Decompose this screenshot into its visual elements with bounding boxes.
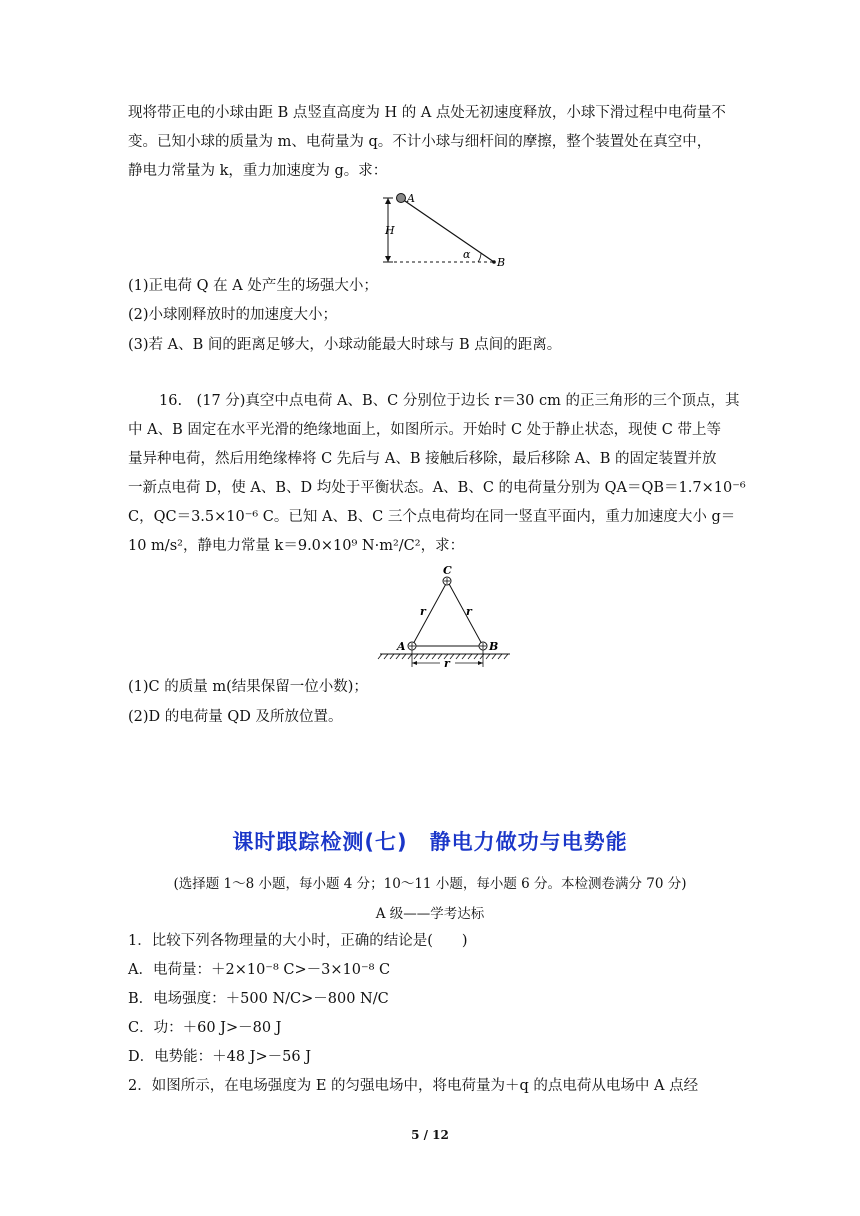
p15-question-3: (3)若 A、B 间的距离足够大，小球动能最大时球与 B 点间的距离。: [128, 337, 562, 353]
q1-stem: 1．比较下列各物理量的大小时，正确的结论是( ): [128, 933, 468, 949]
label-b: B: [497, 256, 506, 269]
section-note: (选择题 1～8 小题，每小题 4 分；10～11 小题，每小题 6 分。本检测卷满分 70 分): [173, 876, 687, 892]
page-number: 5 / 12: [411, 1128, 449, 1142]
label-r-right: r: [466, 605, 472, 618]
label-c: C: [443, 564, 452, 577]
label-r-left: r: [420, 605, 426, 618]
triangle-figure: [376, 563, 516, 668]
p15-line-2: 变。已知小球的质量为 m、电荷量为 q。不计小球与细杆间的摩擦，整个装置处在真空中，: [128, 134, 712, 150]
p16-question-2: (2)D 的电荷量 QD 及所放位置。: [128, 709, 343, 725]
q1-option-d: D．电势能：＋48 J>－56 J: [128, 1049, 312, 1065]
p16-question-1: (1)C 的质量 m(结果保留一位小数)；: [128, 679, 368, 695]
p16-line-1: 16. (17 分)真空中点电荷 A、B、C 分别位于边长 r＝30 cm 的正三角形的三个顶点，其: [159, 393, 740, 409]
q1-option-b: B．电场强度：＋500 N/C>－800 N/C: [128, 991, 389, 1007]
p16-line-4: 一新点电荷 D，使 A、B、D 均处于平衡状态。A、B、C 的电荷量分别为 QA＝QB＝1.7×10⁻⁶: [128, 480, 746, 496]
p16-line-5: C，QC＝3.5×10⁻⁶ C。已知 A、B、C 三个点电荷均在同一竖直平面内，重力加速度大小 g＝: [128, 509, 736, 525]
q1-option-a: A．电荷量：＋2×10⁻⁸ C>－3×10⁻⁸ C: [128, 962, 391, 978]
label-a: A: [407, 192, 415, 205]
q1-option-c: C．功：＋60 J>－80 J: [128, 1020, 282, 1036]
label-a2: A: [397, 640, 406, 653]
p16-line-3: 量异种电荷，然后用绝缘棒将 C 先后与 A、B 接触后移除，最后移除 A、B 的固定装置并放: [128, 451, 717, 467]
incline-figure: [378, 190, 528, 270]
q2-stem: 2．如图所示，在电场强度为 E 的匀强电场中，将电荷量为＋q 的点电荷从电场中 A 点经: [128, 1078, 699, 1094]
p15-line-1: 现将带正电的小球由距 B 点竖直高度为 H 的 A 点处无初速度释放，小球下滑过程中电荷量不: [128, 105, 726, 121]
section-title: 课时跟踪检测(七) 静电力做功与电势能: [232, 830, 628, 854]
p15-question-2: (2)小球刚释放时的加速度大小；: [128, 307, 338, 323]
label-b2: B: [489, 640, 499, 653]
p15-line-3: 静电力常量为 k，重力加速度为 g。求：: [128, 163, 388, 179]
p15-question-1: (1)正电荷 Q 在 A 处产生的场强大小；: [128, 278, 378, 294]
label-r-base: r: [444, 657, 450, 668]
p16-line-6: 10 m/s²，静电力常量 k＝9.0×10⁹ N·m²/C²，求：: [128, 538, 465, 554]
label-alpha: α: [463, 248, 471, 261]
label-h: H: [385, 224, 395, 237]
p16-line-2: 中 A、B 固定在水平光滑的绝缘地面上，如图所示。开始时 C 处于静止状态，现使 C 带上等: [128, 422, 721, 438]
level-heading: A 级——学考达标: [375, 906, 485, 922]
